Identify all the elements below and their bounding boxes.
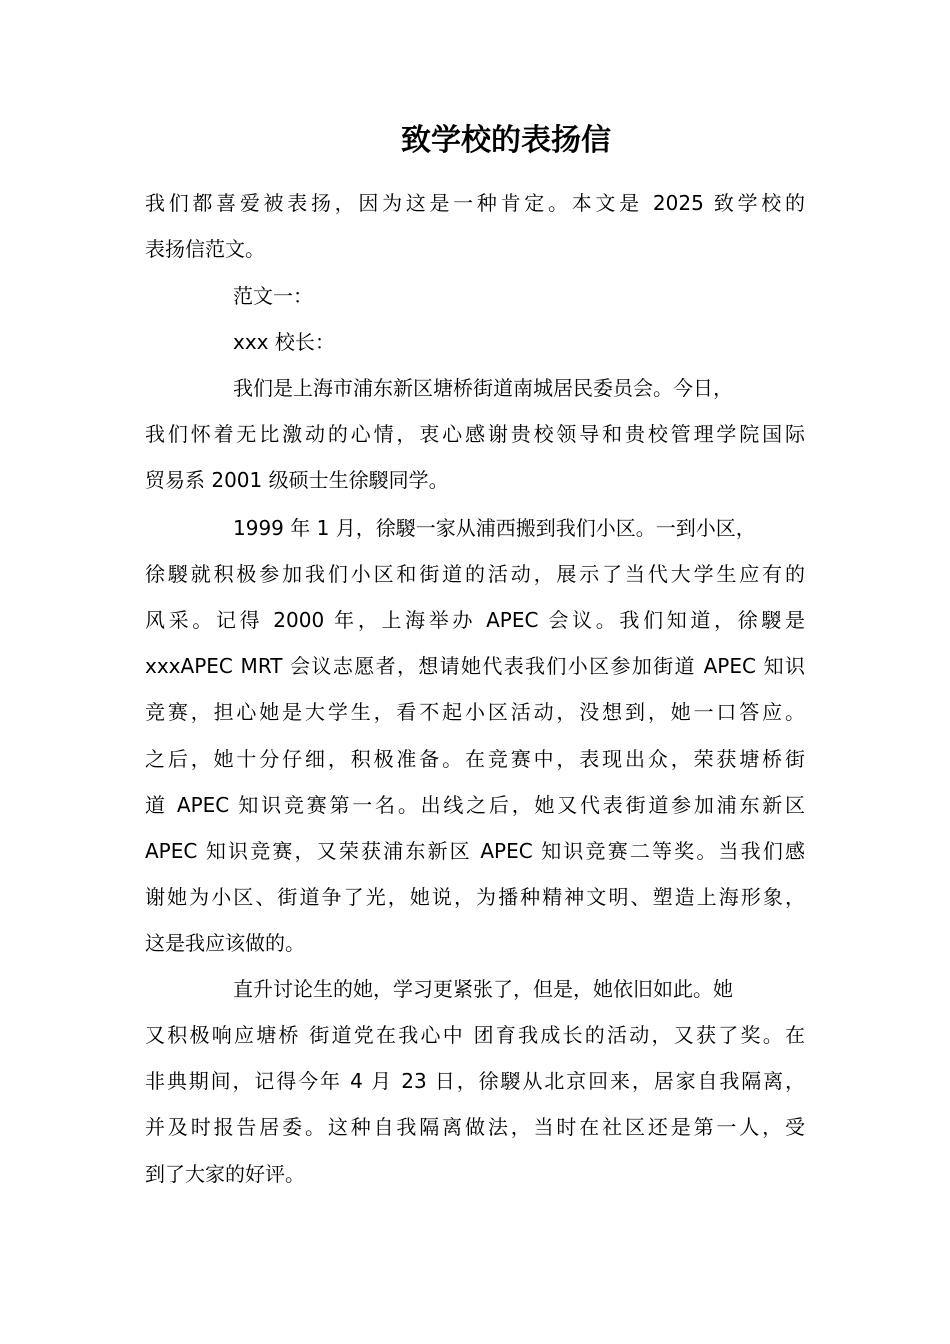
section-label: 范文一： — [233, 284, 313, 308]
paragraph-line: 谢她为小区、街道争了光，她说，为播种精神文明、塑造上海形象， — [145, 885, 805, 909]
paragraph-line: 贸易系 2001 级硕士生徐騣同学。 — [145, 468, 449, 492]
salutation: xxx 校长： — [233, 330, 335, 354]
paragraph-line: 道 APEC 知识竞赛第一名。出线之后，她又代表街道参加浦东新区 — [145, 793, 805, 817]
paragraph-line: 直升讨论生的她，学习更紧张了，但是，她依旧如此。她 — [233, 977, 733, 1001]
paragraph-line: 竞赛，担心她是大学生，看不起小区活动，没想到，她一口答应。 — [145, 700, 805, 724]
paragraph-line: 1999 年 1 月，徐騣一家从浦西搬到我们小区。一到小区， — [233, 516, 756, 540]
paragraph-line: 非典期间，记得今年 4 月 23 日，徐騣从北京回来，居家自我隔离， — [145, 1069, 805, 1093]
paragraph-line: 我们怀着无比激动的心情，衷心感谢贵校领导和贵校管理学院国际 — [145, 422, 805, 446]
paragraph-line: 并及时报告居委。这种自我隔离做法，当时在社区还是第一人，受 — [145, 1115, 805, 1139]
paragraph-line: APEC 知识竞赛，又荣获浦东新区 APEC 知识竞赛二等奖。当我们感 — [145, 839, 805, 863]
paragraph-line: 又积极响应塘桥 街道党在我心中 团育我成长的活动，又获了奖。在 — [145, 1023, 805, 1047]
paragraph-line: 风采。记得 2000 年，上海举办 APEC 会议。我们知道，徐騣是 — [145, 608, 805, 632]
paragraph-line: xxxAPEC MRT 会议志愿者，想请她代表我们小区参加街道 APEC 知识 — [145, 654, 805, 678]
paragraph-line: 到了大家的好评。 — [145, 1162, 305, 1186]
document-title: 致学校的表扬信 — [401, 123, 611, 158]
paragraph-line: 徐騣就积极参加我们小区和街道的活动，展示了当代大学生应有的 — [145, 562, 805, 586]
paragraph-line: 这是我应该做的。 — [145, 931, 305, 955]
paragraph-line: 表扬信范文。 — [145, 237, 265, 261]
paragraph-line: 我们都喜爱被表扬，因为这是一种肯定。本文是 2025 致学校的 — [145, 191, 805, 215]
paragraph-line: 我们是上海市浦东新区塘桥街道南城居民委员会。今日， — [233, 376, 733, 400]
paragraph-line: 之后，她十分仔细，积极准备。在竞赛中，表现出众，荣获塘桥街 — [145, 747, 805, 771]
